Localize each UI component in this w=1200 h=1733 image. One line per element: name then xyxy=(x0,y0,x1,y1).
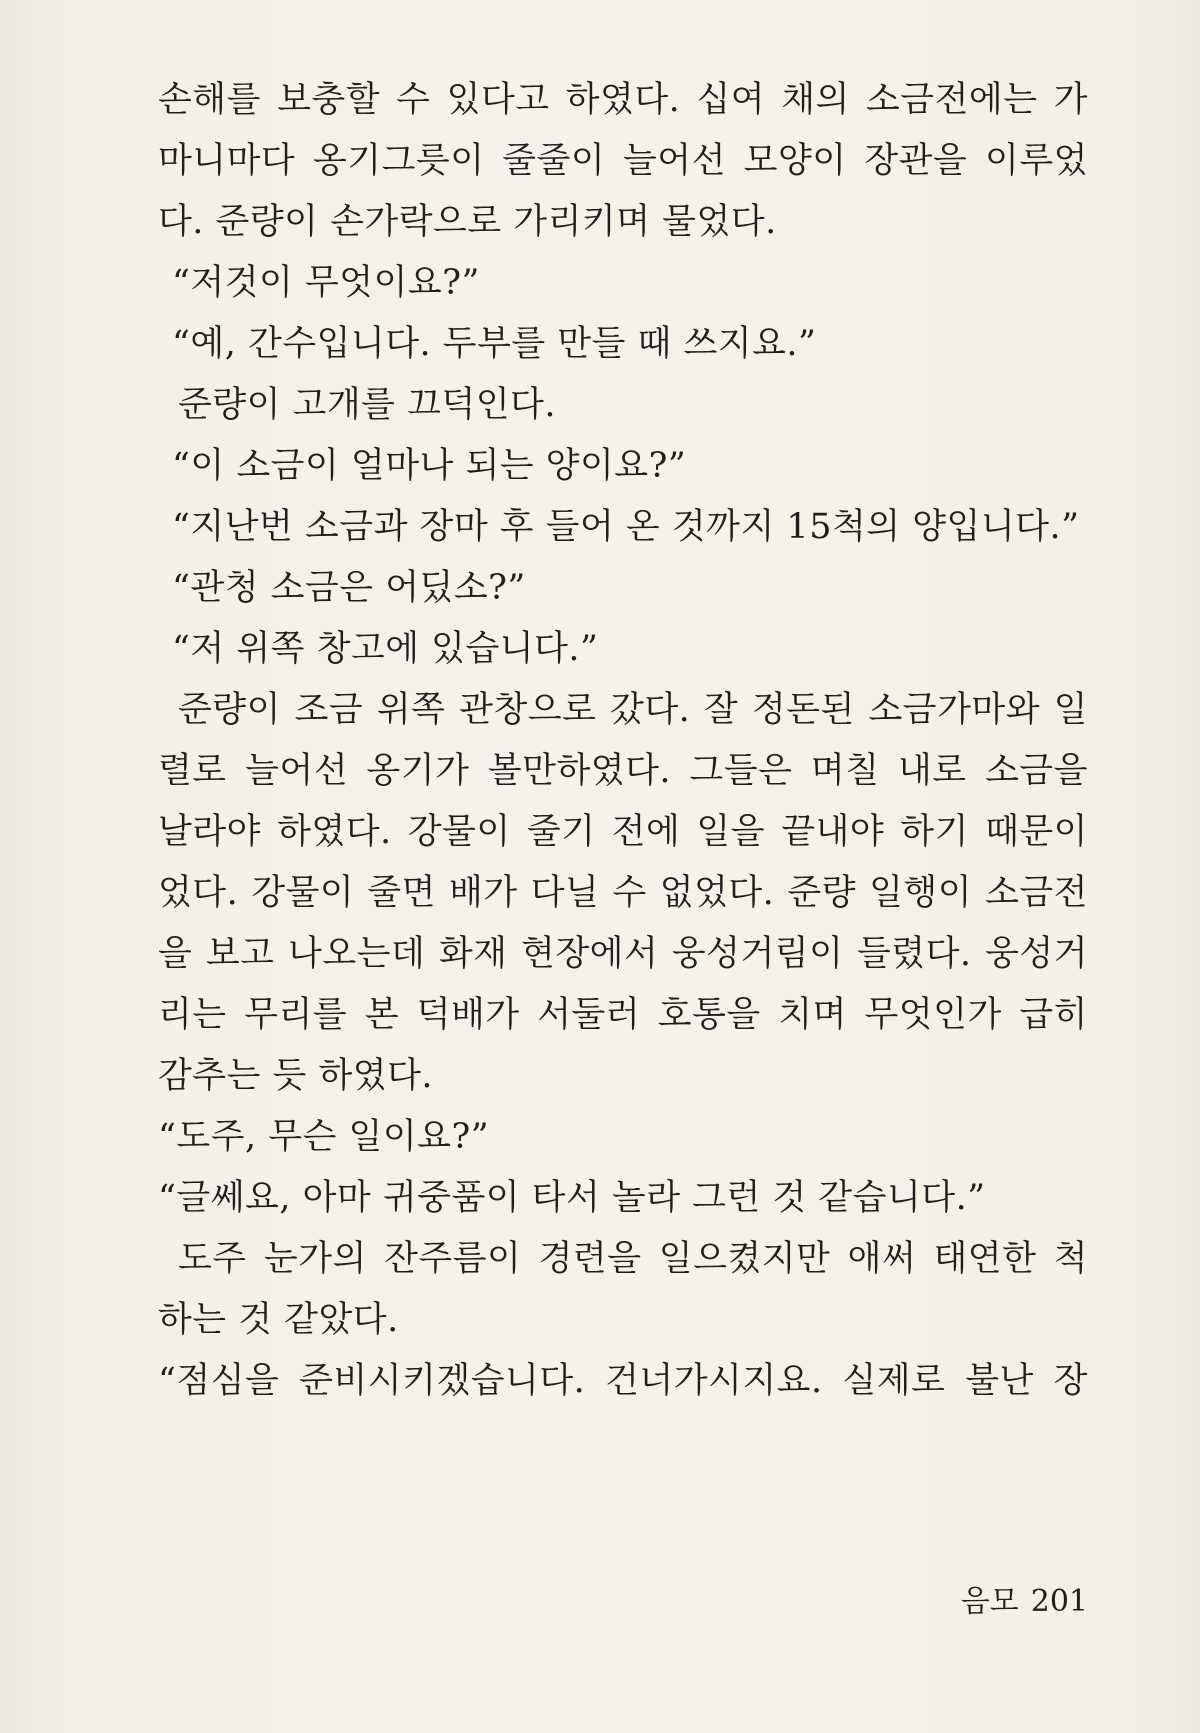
text-line: 도주 눈가의 잔주름이 경련을 일으켰지만 애써 태연한 척 xyxy=(178,1239,1088,1279)
dialogue-line: “저것이 무엇이요?” xyxy=(172,263,480,303)
text-line: 날라야 하였다. 강물이 줄기 전에 일을 끝내야 하기 때문이 xyxy=(158,812,1088,852)
text-line: 준량이 조금 위쪽 관창으로 갔다. 잘 정돈된 소금가마와 일 xyxy=(178,690,1088,730)
dialogue-line: “관청 소금은 어딨소?” xyxy=(172,568,526,608)
dialogue-line: “예, 간수입니다. 두부를 만들 때 쓰지요.” xyxy=(172,324,817,364)
dialogue-line: “저 위쪽 창고에 있습니다.” xyxy=(172,629,599,669)
text-line: 을 보고 나오는데 화재 현장에서 웅성거림이 들렸다. 웅성거 xyxy=(158,934,1088,974)
text-line: 준량이 고개를 끄덕인다. xyxy=(178,385,556,425)
text-line: 하는 것 같았다. xyxy=(158,1300,399,1340)
section-title: 음모 xyxy=(960,1584,1019,1619)
dialogue-line: “이 소금이 얼마나 되는 양이요?” xyxy=(172,446,687,486)
page-footer xyxy=(961,1576,1088,1620)
dialogue-line: “도주, 무슨 일이요?” xyxy=(158,1117,490,1157)
text-line: 손해를 보충할 수 있다고 하였다. 십여 채의 소금전에는 가 xyxy=(158,80,1088,120)
text-line: 렬로 늘어선 옹기가 볼만하였다. 그들은 며칠 내로 소금을 xyxy=(158,751,1088,791)
text-line: 마니마다 옹기그릇이 줄줄이 늘어선 모양이 장관을 이루었 xyxy=(158,141,1088,181)
dialogue-line: “지난번 소금과 장마 후 들어 온 것까지 15척의 양입니다.” xyxy=(172,507,1080,547)
dialogue-line: “글쎄요, 아마 귀중품이 타서 놀라 그런 것 같습니다.” xyxy=(158,1178,986,1218)
text-line: 감추는 듯 하였다. xyxy=(158,1056,434,1096)
page-number: 201 xyxy=(1030,1584,1088,1619)
text-line: 리는 무리를 본 덕배가 서둘러 호통을 치며 무엇인가 급히 xyxy=(158,995,1088,1035)
text-line: 다. 준량이 손가락으로 가리키며 물었다. xyxy=(158,202,777,242)
text-line: 었다. 강물이 줄면 배가 다닐 수 없었다. 준량 일행이 소금전 xyxy=(158,873,1088,913)
dialogue-line: “점심을 준비시키겠습니다. 건너가시지요. 실제로 불난 장 xyxy=(158,1361,1088,1401)
